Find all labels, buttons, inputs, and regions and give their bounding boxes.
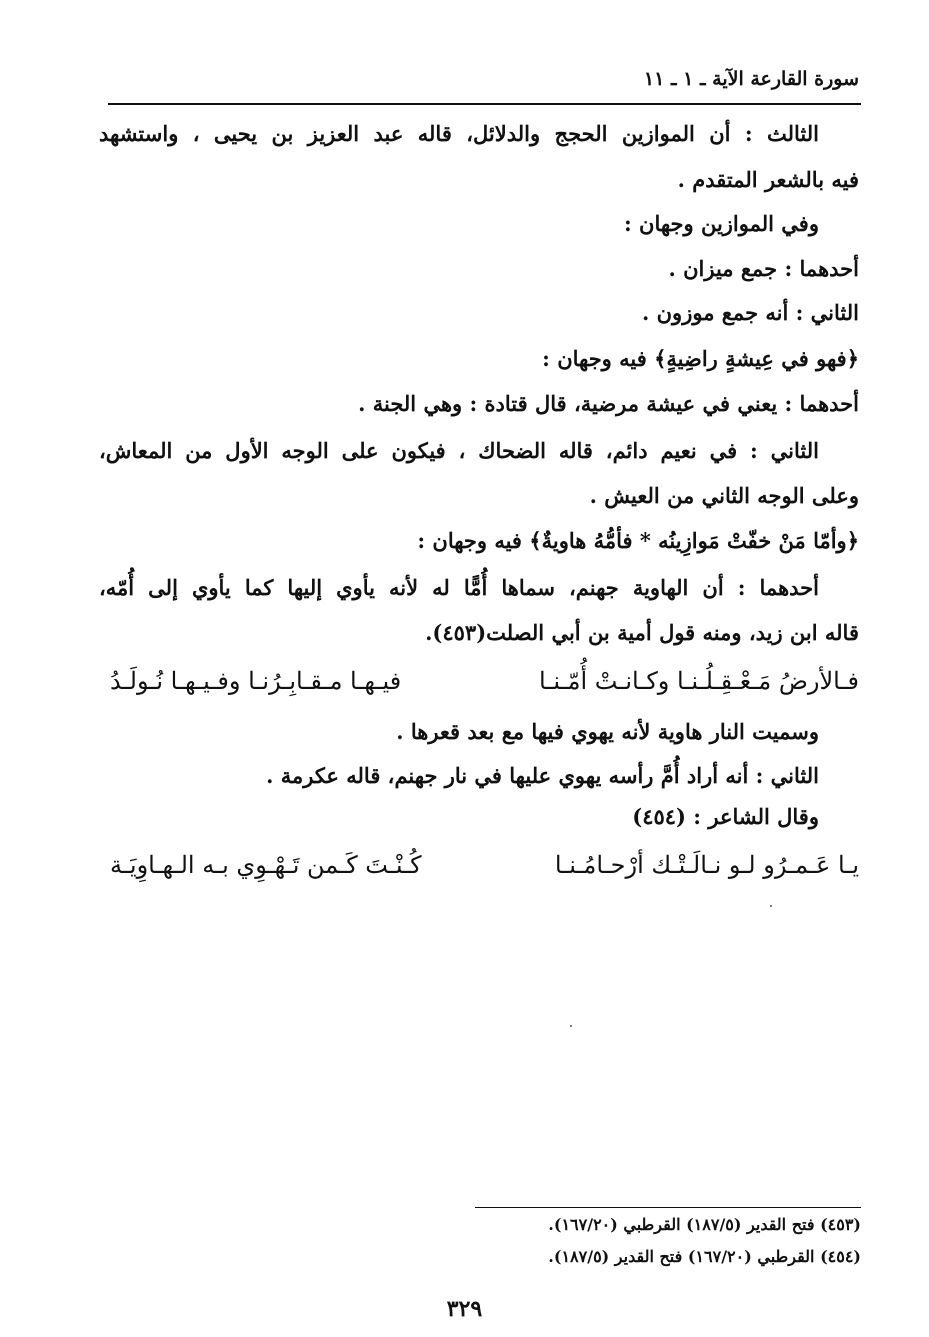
text-line: الثاني : أنه أراد أُمَّ رأسه يهوي عليها في نار جهنم، قاله عكرمة .: [266, 763, 819, 788]
footnote-rule: [475, 1207, 861, 1208]
poem-verse-left: فيـهـا مـقـابِـرُنـا وفـيـهـا نُـولَـدُ: [110, 667, 402, 695]
poem-verse-right: فـالأرضُ مَـعْـقِـلُـنـا وكـانـتْ أُمّـنـا: [538, 667, 859, 695]
poem-verse-left: كُـنْـتَ كَـمن تَـهْـوِي بـه الـهـاوِيَـة: [110, 851, 422, 879]
text-line: الثاني : في نعيم دائم، قاله الضحاك ، فيكون على الوجه الأول من المعاش،: [99, 438, 819, 463]
quran-verse-line: ﴿وأمّا مَنْ خفّتْ مَوازِينُه * فأمُّهُ هاويةٌ﴾ فيه وجهان :: [417, 528, 859, 553]
text-line: وفي الموازين وجهان :: [623, 211, 819, 236]
text-line: وسميت النار هاوية لأنه يهوي فيها مع بعد قعرها .: [396, 719, 819, 744]
text-line: أحدهما : يعني في عيشة مرضية، قال قتادة : وهي الجنة .: [358, 391, 859, 416]
scan-speck: [770, 905, 772, 907]
footnote: (٤٥٤) القرطبي (١٦٧/٢٠) فتح القدير (١٨٧/٥).: [548, 1247, 861, 1266]
poem-verse-right: يـا عَـمـرُو لـو نـالَـتْـك أرْحـامُـنـا: [554, 851, 859, 879]
text-line: أحدهما : أن الهاوية جهنم، سماها أُمًّا له لأنه يأوي إليها كما يأوي إلى أُمّه،: [99, 575, 819, 600]
page-number: ٣٢٩: [446, 1296, 483, 1322]
running-head: سورة القارعة الآية ـ ١ ـ ١١: [643, 68, 859, 90]
text-line: وعلى الوجه الثاني من العيش .: [589, 483, 859, 508]
text-line: وقال الشاعر : (٤٥٤): [632, 804, 819, 829]
header-rule: [108, 103, 861, 105]
text-line: فيه بالشعر المتقدم .: [677, 167, 859, 192]
text-line: أحدهما : جمع ميزان .: [668, 256, 859, 281]
quran-verse-line: ﴿فهو في عِيشةٍ راضِيةٍ﴾ فيه وجهان :: [542, 346, 859, 371]
footnote: (٤٥٣) فتح القدير (١٨٧/٥) القرطبي (١٦٧/٢٠).: [548, 1215, 861, 1234]
text-line: الثاني : أنه جمع موزون .: [642, 300, 859, 325]
scan-speck: [570, 1025, 572, 1027]
text-line: الثالث : أن الموازين الحجج والدلائل، قاله عبد العزيز بن يحيى ، واستشهد: [99, 121, 819, 146]
text-line: قاله ابن زيد، ومنه قول أمية بن أبي الصلت(٤٥٣).: [425, 620, 859, 645]
